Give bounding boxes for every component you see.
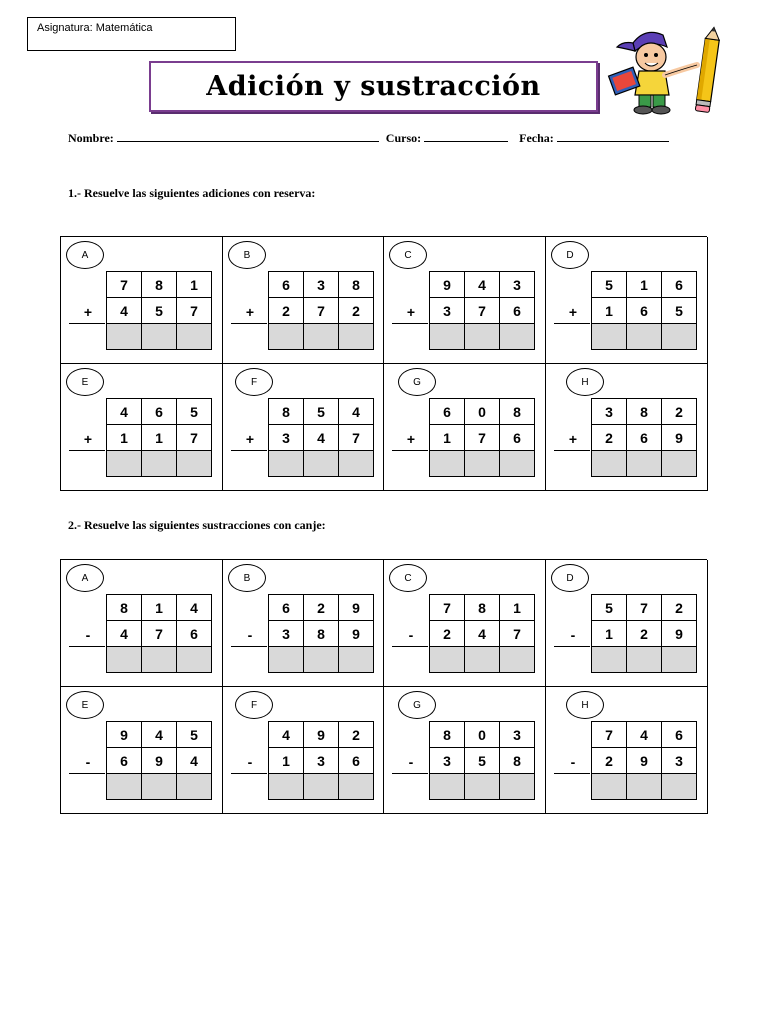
- digit-boxes: [591, 398, 697, 477]
- subject-box: [27, 17, 236, 51]
- result-rule: [231, 450, 267, 451]
- result-rule: [231, 773, 267, 774]
- answer-box[interactable]: [592, 324, 627, 350]
- bottom-digit: 7: [465, 425, 500, 451]
- bottom-digit: 3: [269, 425, 304, 451]
- top-digit: 2: [339, 722, 374, 748]
- fecha-label: Fecha:: [519, 131, 554, 145]
- bottom-digit: 9: [627, 748, 662, 774]
- bottom-digit: 7: [304, 298, 339, 324]
- addition-grid: [60, 236, 707, 491]
- top-digit: 5: [592, 272, 627, 298]
- answer-box[interactable]: [339, 451, 374, 477]
- operation: [231, 594, 360, 673]
- top-digit: 6: [269, 595, 304, 621]
- operation: [231, 721, 360, 800]
- digit-boxes: [268, 721, 374, 800]
- result-rule: [554, 450, 590, 451]
- digit-boxes: [106, 721, 212, 800]
- answer-box[interactable]: [107, 324, 142, 350]
- operator-sign: +: [245, 304, 255, 320]
- operator-sign: +: [83, 304, 93, 320]
- result-rule: [554, 323, 590, 324]
- bottom-digit: 1: [269, 748, 304, 774]
- answer-box[interactable]: [662, 647, 697, 673]
- section1-instruction: 1.- Resuelve las siguientes adiciones con reserva:: [68, 186, 316, 200]
- operator-sign: +: [568, 304, 578, 320]
- answer-box[interactable]: [500, 324, 535, 350]
- answer-box[interactable]: [627, 774, 662, 800]
- bottom-digit: 9: [339, 621, 374, 647]
- digit-boxes: [591, 721, 697, 800]
- answer-box[interactable]: [269, 324, 304, 350]
- bottom-digit: 1: [592, 298, 627, 324]
- top-digit: 9: [304, 722, 339, 748]
- answer-box[interactable]: [430, 451, 465, 477]
- top-digit: 8: [107, 595, 142, 621]
- problem-label: G: [398, 691, 436, 719]
- bottom-digit: 7: [465, 298, 500, 324]
- problem-label: G: [398, 368, 436, 396]
- problem-label: D: [551, 241, 589, 269]
- answer-box[interactable]: [627, 451, 662, 477]
- top-digit: 8: [627, 399, 662, 425]
- bottom-digit: 6: [500, 425, 535, 451]
- top-digit: 8: [500, 399, 535, 425]
- operation: [392, 721, 521, 800]
- top-digit: 3: [592, 399, 627, 425]
- problem-label: A: [66, 241, 104, 269]
- top-digit: 6: [662, 722, 697, 748]
- answer-box[interactable]: [500, 451, 535, 477]
- top-digit: 5: [177, 722, 212, 748]
- top-digit: 7: [107, 272, 142, 298]
- answer-box[interactable]: [177, 774, 212, 800]
- answer-box[interactable]: [592, 647, 627, 673]
- problem-cell: [61, 560, 223, 687]
- bottom-digit: 6: [339, 748, 374, 774]
- result-rule: [69, 323, 105, 324]
- problem-label: F: [235, 691, 273, 719]
- top-digit: 6: [430, 399, 465, 425]
- result-rule: [392, 646, 428, 647]
- top-digit: 5: [592, 595, 627, 621]
- problem-cell: [546, 364, 708, 491]
- problem-cell: [61, 687, 223, 814]
- bottom-digit: 2: [592, 748, 627, 774]
- operation: [392, 398, 521, 477]
- operator-sign: +: [83, 431, 93, 447]
- answer-box[interactable]: [142, 451, 177, 477]
- result-rule: [392, 773, 428, 774]
- top-digit: 4: [107, 399, 142, 425]
- nombre-label: Nombre:: [68, 131, 114, 145]
- problem-label: B: [228, 564, 266, 592]
- top-digit: 3: [500, 722, 535, 748]
- problem-cell: [384, 560, 546, 687]
- digit-boxes: [106, 271, 212, 350]
- bottom-digit: 4: [107, 621, 142, 647]
- problem-cell: [61, 364, 223, 491]
- problem-cell: [61, 237, 223, 364]
- bottom-digit: 2: [430, 621, 465, 647]
- bottom-digit: 5: [662, 298, 697, 324]
- answer-box[interactable]: [142, 647, 177, 673]
- operator-sign: -: [570, 627, 576, 643]
- answer-box[interactable]: [627, 647, 662, 673]
- problem-label: A: [66, 564, 104, 592]
- worksheet-title: [149, 61, 598, 112]
- top-digit: 9: [430, 272, 465, 298]
- bottom-digit: 4: [107, 298, 142, 324]
- problem-label: H: [566, 691, 604, 719]
- bottom-digit: 1: [592, 621, 627, 647]
- operator-sign: +: [245, 431, 255, 447]
- bottom-digit: 4: [465, 621, 500, 647]
- top-digit: 2: [662, 399, 697, 425]
- result-rule: [69, 450, 105, 451]
- result-rule: [392, 450, 428, 451]
- top-digit: 1: [627, 272, 662, 298]
- bottom-digit: 7: [500, 621, 535, 647]
- operation: [554, 398, 683, 477]
- answer-box[interactable]: [339, 647, 374, 673]
- answer-box[interactable]: [500, 647, 535, 673]
- top-digit: 2: [304, 595, 339, 621]
- bottom-digit: 8: [304, 621, 339, 647]
- operation: [69, 398, 198, 477]
- top-digit: 4: [269, 722, 304, 748]
- section2-instruction: 2.- Resuelve las siguientes sustracciones con canje:: [68, 518, 326, 532]
- operator-sign: -: [85, 627, 91, 643]
- answer-box[interactable]: [430, 774, 465, 800]
- bottom-digit: 4: [177, 748, 212, 774]
- problem-cell: [223, 560, 384, 687]
- bottom-digit: 7: [177, 298, 212, 324]
- top-digit: 7: [627, 595, 662, 621]
- answer-box[interactable]: [662, 324, 697, 350]
- bottom-digit: 2: [627, 621, 662, 647]
- curso-label: Curso:: [385, 131, 422, 145]
- problem-label: F: [235, 368, 273, 396]
- bottom-digit: 5: [465, 748, 500, 774]
- problem-label: C: [389, 241, 427, 269]
- top-digit: 7: [430, 595, 465, 621]
- operation: [231, 271, 360, 350]
- mascot-boy-pencil-icon: [605, 25, 730, 115]
- top-digit: 4: [339, 399, 374, 425]
- bottom-digit: 2: [592, 425, 627, 451]
- top-digit: 7: [592, 722, 627, 748]
- problem-cell: [223, 364, 384, 491]
- top-digit: 4: [465, 272, 500, 298]
- answer-box[interactable]: [339, 774, 374, 800]
- bottom-digit: 3: [304, 748, 339, 774]
- result-rule: [554, 773, 590, 774]
- bottom-digit: 3: [269, 621, 304, 647]
- title-text: Adición y sustracción: [206, 71, 541, 102]
- bottom-digit: 3: [430, 298, 465, 324]
- answer-box[interactable]: [177, 451, 212, 477]
- result-rule: [69, 773, 105, 774]
- top-digit: 6: [142, 399, 177, 425]
- operation: [231, 398, 360, 477]
- answer-box[interactable]: [142, 324, 177, 350]
- bottom-digit: 6: [107, 748, 142, 774]
- answer-box[interactable]: [107, 451, 142, 477]
- bottom-digit: 3: [430, 748, 465, 774]
- curso-blank[interactable]: [424, 131, 508, 142]
- top-digit: 8: [339, 272, 374, 298]
- operator-sign: -: [570, 754, 576, 770]
- subject-label: Asignatura: Matemática: [37, 22, 153, 34]
- bottom-digit: 2: [339, 298, 374, 324]
- answer-box[interactable]: [107, 647, 142, 673]
- bottom-digit: 7: [142, 621, 177, 647]
- top-digit: 4: [177, 595, 212, 621]
- problem-cell: [384, 687, 546, 814]
- answer-box[interactable]: [107, 774, 142, 800]
- bottom-digit: 8: [500, 748, 535, 774]
- top-digit: 4: [627, 722, 662, 748]
- result-rule: [231, 323, 267, 324]
- bottom-digit: 9: [662, 425, 697, 451]
- answer-box[interactable]: [465, 324, 500, 350]
- answer-box[interactable]: [662, 774, 697, 800]
- top-digit: 5: [177, 399, 212, 425]
- answer-box[interactable]: [592, 451, 627, 477]
- answer-box[interactable]: [430, 647, 465, 673]
- top-digit: 8: [465, 595, 500, 621]
- fecha-blank[interactable]: [557, 131, 669, 142]
- bottom-digit: 7: [339, 425, 374, 451]
- bottom-digit: 4: [304, 425, 339, 451]
- answer-box[interactable]: [177, 324, 212, 350]
- top-digit: 8: [142, 272, 177, 298]
- problem-label: C: [389, 564, 427, 592]
- digit-boxes: [429, 721, 535, 800]
- bottom-digit: 6: [627, 298, 662, 324]
- top-digit: 1: [142, 595, 177, 621]
- answer-box[interactable]: [592, 774, 627, 800]
- top-digit: 0: [465, 399, 500, 425]
- top-digit: 0: [465, 722, 500, 748]
- operation: [69, 594, 198, 673]
- operation: [554, 721, 683, 800]
- answer-box[interactable]: [304, 324, 339, 350]
- bottom-digit: 6: [627, 425, 662, 451]
- problem-label: E: [66, 368, 104, 396]
- answer-box[interactable]: [269, 774, 304, 800]
- answer-box[interactable]: [304, 774, 339, 800]
- top-digit: 2: [662, 595, 697, 621]
- operation: [392, 271, 521, 350]
- top-digit: 3: [304, 272, 339, 298]
- answer-box[interactable]: [304, 647, 339, 673]
- nombre-blank[interactable]: [117, 131, 379, 142]
- answer-box[interactable]: [465, 647, 500, 673]
- answer-box[interactable]: [430, 324, 465, 350]
- answer-box[interactable]: [269, 647, 304, 673]
- answer-box[interactable]: [500, 774, 535, 800]
- problem-label: E: [66, 691, 104, 719]
- answer-box[interactable]: [177, 647, 212, 673]
- problem-cell: [223, 687, 384, 814]
- problem-label: B: [228, 241, 266, 269]
- top-digit: 5: [304, 399, 339, 425]
- answer-box[interactable]: [142, 774, 177, 800]
- problem-cell: [223, 237, 384, 364]
- operation: [554, 271, 683, 350]
- top-digit: 3: [500, 272, 535, 298]
- operation: [392, 594, 521, 673]
- answer-box[interactable]: [465, 774, 500, 800]
- digit-boxes: [429, 271, 535, 350]
- result-rule: [554, 646, 590, 647]
- result-rule: [231, 646, 267, 647]
- result-rule: [392, 323, 428, 324]
- bottom-digit: 2: [269, 298, 304, 324]
- digit-boxes: [106, 398, 212, 477]
- digit-boxes: [106, 594, 212, 673]
- digit-boxes: [429, 594, 535, 673]
- problem-cell: [384, 237, 546, 364]
- digit-boxes: [591, 271, 697, 350]
- operator-sign: -: [408, 627, 414, 643]
- answer-box[interactable]: [304, 451, 339, 477]
- top-digit: 6: [269, 272, 304, 298]
- top-digit: 8: [430, 722, 465, 748]
- digit-boxes: [268, 594, 374, 673]
- top-digit: 1: [500, 595, 535, 621]
- top-digit: 8: [269, 399, 304, 425]
- bottom-digit: 7: [177, 425, 212, 451]
- problem-cell: [546, 237, 708, 364]
- bottom-digit: 3: [662, 748, 697, 774]
- top-digit: 9: [107, 722, 142, 748]
- answer-box[interactable]: [627, 324, 662, 350]
- bottom-digit: 6: [500, 298, 535, 324]
- bottom-digit: 9: [662, 621, 697, 647]
- operation: [554, 594, 683, 673]
- operator-sign: +: [406, 304, 416, 320]
- answer-box[interactable]: [662, 451, 697, 477]
- student-info-line: [68, 131, 708, 146]
- operator-sign: -: [247, 754, 253, 770]
- bottom-digit: 1: [142, 425, 177, 451]
- digit-boxes: [429, 398, 535, 477]
- operator-sign: -: [247, 627, 253, 643]
- operator-sign: -: [85, 754, 91, 770]
- subtraction-grid: [60, 559, 707, 814]
- problem-cell: [546, 687, 708, 814]
- bottom-digit: 9: [142, 748, 177, 774]
- bottom-digit: 5: [142, 298, 177, 324]
- bottom-digit: 1: [430, 425, 465, 451]
- bottom-digit: 6: [177, 621, 212, 647]
- top-digit: 6: [662, 272, 697, 298]
- problem-label: H: [566, 368, 604, 396]
- problem-cell: [384, 364, 546, 491]
- operator-sign: -: [408, 754, 414, 770]
- operation: [69, 271, 198, 350]
- answer-box[interactable]: [465, 451, 500, 477]
- answer-box[interactable]: [339, 324, 374, 350]
- operator-sign: +: [568, 431, 578, 447]
- problem-label: D: [551, 564, 589, 592]
- operator-sign: +: [406, 431, 416, 447]
- operation: [69, 721, 198, 800]
- top-digit: 9: [339, 595, 374, 621]
- digit-boxes: [591, 594, 697, 673]
- problem-cell: [546, 560, 708, 687]
- top-digit: 1: [177, 272, 212, 298]
- top-digit: 4: [142, 722, 177, 748]
- digit-boxes: [268, 271, 374, 350]
- result-rule: [69, 646, 105, 647]
- digit-boxes: [268, 398, 374, 477]
- answer-box[interactable]: [269, 451, 304, 477]
- bottom-digit: 1: [107, 425, 142, 451]
